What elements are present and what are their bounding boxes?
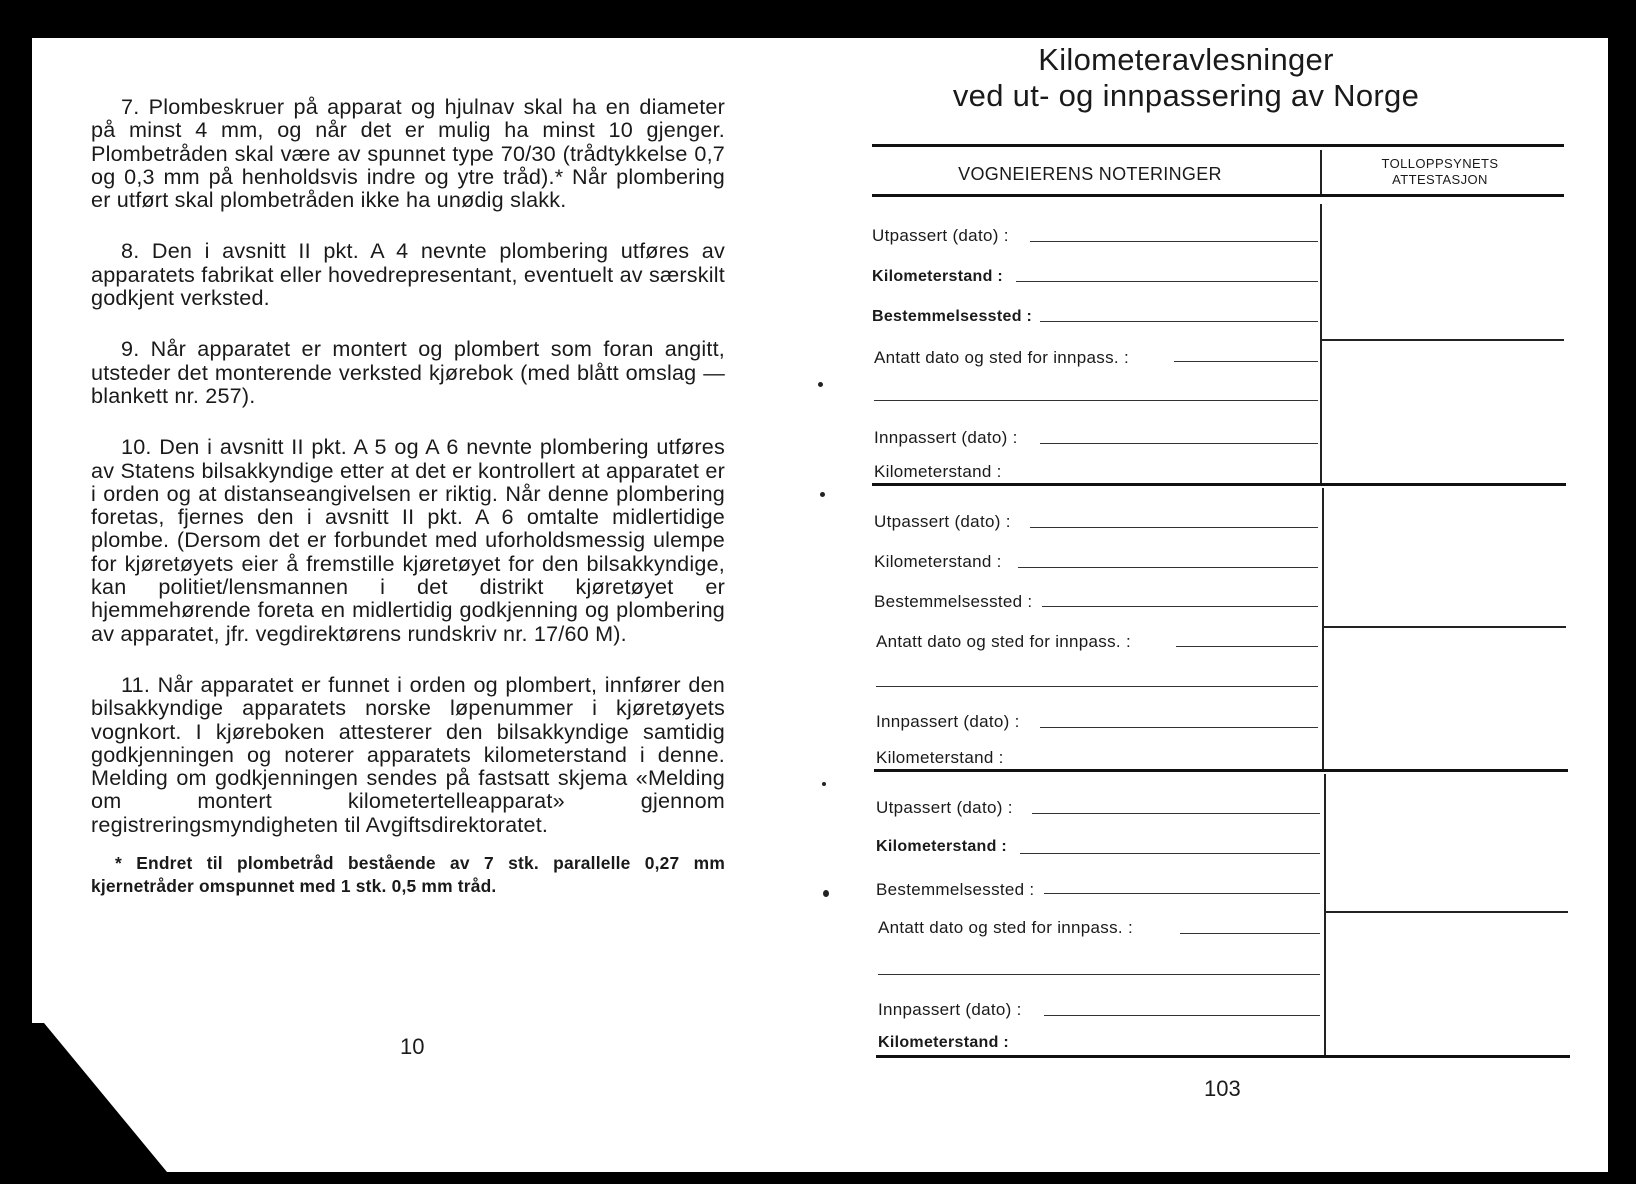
input-line[interactable] (1018, 567, 1318, 568)
attest-divider (1326, 911, 1568, 913)
field-bestemmelsessted: Bestemmelsessted : (876, 880, 1035, 899)
attest-divider (1322, 339, 1564, 341)
field-utpassert: Utpassert (dato) : (872, 226, 1009, 245)
field-kilometerstand-2: Kilometerstand : (874, 462, 1002, 481)
header-top-rule (872, 144, 1564, 147)
paragraph-number: 8. (121, 238, 140, 264)
paragraph-7 (91, 95, 725, 211)
header-tolloppsynets (1340, 156, 1540, 188)
field-kilometerstand-2: Kilometerstand : (878, 1034, 1010, 1051)
paragraph-text: Når apparatet er funnet i orden og plombert, innfører den bilsakkyndige apparatets norske løpenummer i kjøretøyets vognkort. I kjøreboken attesterer den bilsakkyndige samtidig godkjenningen og noterer apparatets kilometerstand i denne. Melding om godkjenningen sendes på fastsatt skjema «Melding om montert kilometertelleapparat» gjennom registreringsmyndigheten til Avgiftsdirektoratet. (91, 671, 725, 837)
input-line[interactable] (1020, 853, 1320, 854)
input-line[interactable] (1040, 443, 1318, 444)
section-3-bottom-rule (876, 1055, 1570, 1058)
field-innpassert: Innpassert (dato) : (876, 712, 1020, 731)
page-number-left: 10 (400, 1034, 425, 1059)
paragraph-text: Plombeskruer på apparat og hjulnav skal ha en diameter på minst 4 mm, og når det er mulig ha minst 10 gjenger. Plombetråden skal være av spunnet type 70/30 (trådtykkelse 0,7 og 0,3 mm på henholdsvis indre og ytre tråd).* Når plombering er utført skal plombetråden ikke ha unødig slakk. (91, 94, 725, 213)
paragraph-9 (91, 337, 725, 407)
paragraph-number: 9. (121, 336, 140, 362)
field-innpassert: Innpassert (dato) : (874, 428, 1018, 447)
binding-mark (820, 492, 825, 497)
input-line[interactable] (1042, 606, 1318, 607)
field-bestemmelsessted: Bestemmelsessted : (872, 308, 1033, 325)
section-2-divider (1322, 488, 1324, 772)
input-line[interactable] (1030, 527, 1318, 528)
page-number-right: 103 (1204, 1076, 1241, 1101)
section-1-bottom-rule (872, 483, 1566, 486)
section-3-divider (1324, 774, 1326, 1056)
paragraph-number: 10. (121, 434, 152, 460)
section-1-divider (1320, 204, 1322, 484)
input-line[interactable] (1040, 321, 1318, 322)
paragraph-text: Den i avsnitt II pkt. A 4 nevnte plombering utføres av apparatets fabrikat eller hovedrepresentant, eventuelt av særskilt godkjent verksted. (91, 238, 725, 311)
field-kilometerstand-2: Kilometerstand : (876, 748, 1004, 767)
input-line[interactable] (1044, 893, 1320, 894)
field-kilometerstand: Kilometerstand : (876, 838, 1008, 855)
header-vogneierens: VOGNEIERENS NOTERINGER (958, 164, 1222, 184)
attest-divider (1324, 626, 1566, 628)
form-title (846, 42, 1526, 114)
input-line[interactable] (1016, 281, 1318, 282)
binding-mark (818, 382, 823, 387)
paragraph-number: 11. (121, 671, 151, 697)
paragraph-text: Den i avsnitt II pkt. A 5 og A 6 nevnte plombering utføres av Statens bilsakkyndige etter at det er kontrollert at apparatet er i orden og at distanseangivelsen er riktig. Når denne plombering foretas, fjernes den i avsnitt II pkt. A 6 omtalte midlertidige plombe. (Dersom det er forbundet med uforholdsmessig ulempe for kjøretøyets eier å fremstille kjøretøyet for den bilsakkyndige, kan politiet/lensmannen i det distrikt kjøretøyet er hjemmehørende foreta en midlertidig godkjenning og plombering av apparatet, jfr. vegdirektørens rundskriv nr. 17/60 M). (91, 434, 726, 646)
paragraph-11 (91, 673, 725, 836)
input-line[interactable] (1180, 933, 1320, 934)
field-antatt: Antatt dato og sted for innpass. : (876, 632, 1131, 651)
binding-mark (822, 782, 826, 786)
field-innpassert: Innpassert (dato) : (878, 1000, 1022, 1019)
field-kilometerstand: Kilometerstand : (874, 552, 1002, 571)
input-line[interactable] (1040, 727, 1318, 728)
footnote: * Endret til plombetråd bestående av 7 stk. parallelle 0,27 mm kjernetråder omspunnet med 1 stk. 0,5 mm tråd. (91, 853, 725, 897)
paragraph-10 (91, 435, 725, 645)
input-line[interactable] (874, 400, 1318, 401)
paragraph-8 (91, 239, 725, 309)
paragraph-text: Når apparatet er montert og plombert som foran angitt, utsteder det monterende verksted kjørebok (med blått omslag — blankett nr. 257). (91, 336, 725, 408)
field-antatt: Antatt dato og sted for innpass. : (878, 918, 1133, 937)
title-line-1: Kilometeravlesninger (1038, 42, 1334, 77)
title-line-2: ved ut- og innpassering av Norge (952, 78, 1420, 113)
input-line[interactable] (1176, 646, 1318, 647)
input-line[interactable] (1032, 813, 1320, 814)
binding-mark (823, 890, 829, 897)
field-utpassert: Utpassert (dato) : (874, 512, 1011, 531)
paragraph-number: 7. (121, 94, 140, 119)
section-2-bottom-rule (874, 769, 1568, 772)
header-divider (1320, 150, 1322, 194)
input-line[interactable] (1030, 241, 1318, 242)
field-kilometerstand: Kilometerstand : (872, 268, 1004, 285)
field-antatt: Antatt dato og sted for innpass. : (874, 348, 1129, 367)
input-line[interactable] (1174, 361, 1318, 362)
field-bestemmelsessted: Bestemmelsessted : (874, 592, 1033, 611)
input-line[interactable] (1044, 1015, 1320, 1016)
left-page-text (91, 95, 725, 898)
header-bottom-rule (872, 194, 1564, 197)
header-right-line-2: ATTESTASJON (1392, 172, 1488, 187)
field-utpassert: Utpassert (dato) : (876, 798, 1013, 817)
input-line[interactable] (878, 974, 1320, 975)
header-right-line-1: TOLLOPPSYNETS (1381, 156, 1499, 171)
input-line[interactable] (876, 686, 1318, 687)
